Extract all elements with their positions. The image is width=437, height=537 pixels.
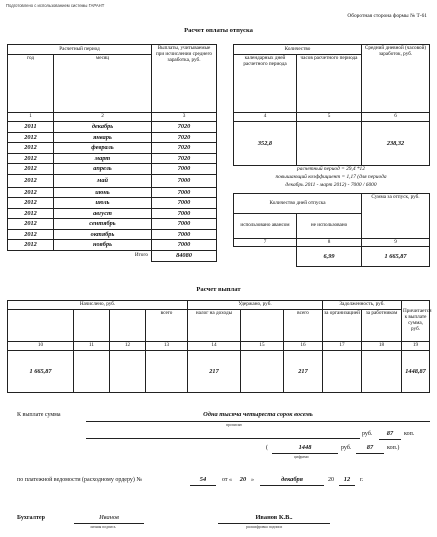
period-month: апрель (54, 164, 152, 175)
due-value: 1448,87 (402, 351, 430, 393)
payout-label: К выплате сумма (17, 412, 61, 418)
period-row (8, 187, 217, 198)
period-month: ноябрь (54, 240, 152, 251)
digits-caption: цифрами (294, 455, 309, 459)
statement-day: 20 (239, 476, 247, 483)
period-year: 2012 (8, 240, 54, 251)
rub2-label: руб. (341, 445, 352, 451)
kop-label: коп. (404, 431, 415, 437)
header-tax: налог на доходы (188, 310, 241, 342)
period-value: 7000 (152, 229, 217, 240)
paren-open: ( (266, 445, 268, 451)
col-num: 5 (297, 113, 362, 122)
header-due: Причитается к выплате сумма, руб. (402, 301, 430, 342)
period-year: 2012 (8, 153, 54, 164)
accrued-value: 1 665,87 (8, 351, 74, 393)
period-year: 2012 (8, 174, 54, 187)
header-unused: не использовано (297, 214, 362, 239)
period-value: 7000 (152, 240, 217, 251)
top-note: Подготовлено с использованием системы ГАРАНТ (6, 3, 105, 8)
header-vacation-sum: Сумма за отпуск, руб. (362, 194, 430, 239)
period-month: октябрь (54, 229, 152, 240)
header-cal-days: календарных дней расчетного периода (234, 55, 297, 113)
header-amount: Количество (234, 45, 362, 55)
header-hours: часов расчетного периода (297, 55, 362, 113)
period-table (7, 44, 217, 262)
section-vacation-title: Расчет оплаты отпуска (184, 27, 253, 34)
kop-value: 87 (386, 430, 394, 437)
decode-caption: расшифровка подписи (246, 525, 283, 529)
period-year: 2012 (8, 187, 54, 198)
period-value: 7020 (152, 153, 217, 164)
header-accrued-total: всего (146, 310, 188, 342)
col-num: 9 (362, 239, 430, 247)
header-accrued: Начислено, руб. (8, 301, 188, 310)
unused-value: 6,99 (297, 247, 362, 267)
total-value: 84080 (152, 250, 217, 261)
header-period: Расчетный период (8, 45, 152, 55)
kop2-label: коп.) (387, 445, 400, 451)
period-row (8, 143, 217, 154)
period-value: 7020 (152, 132, 217, 143)
tax-value: 217 (188, 351, 241, 393)
col-num: 3 (152, 113, 217, 122)
period-row (8, 208, 217, 219)
period-row (8, 198, 217, 209)
period-value: 7000 (152, 164, 217, 175)
calc-note-1: расчетный период = 29,4 *12 (297, 166, 365, 172)
header-emp: за работником (362, 310, 402, 342)
payout-table (7, 300, 430, 393)
period-row (8, 219, 217, 230)
period-year: 2012 (8, 132, 54, 143)
period-row (8, 164, 217, 175)
header-withheld: Удержано, руб. (188, 301, 323, 310)
period-row (8, 229, 217, 240)
period-month: август (54, 208, 152, 219)
vacation-days-table (233, 193, 430, 267)
signature-decode: Иванов К.В.. (255, 514, 293, 521)
digits-value: 1448 (298, 444, 312, 451)
sign-caption: личная подпись (90, 525, 116, 529)
statement-month: декабря (281, 476, 303, 483)
col-num: 11 (74, 342, 110, 351)
col-num: 19 (402, 342, 430, 351)
col-num: 12 (110, 342, 146, 351)
period-year: 2012 (8, 219, 54, 230)
col-num: 7 (234, 239, 297, 247)
period-year: 2011 (8, 122, 54, 133)
col-num: 15 (241, 342, 284, 351)
col-num: 2 (54, 113, 152, 122)
from-label: от « (222, 477, 233, 483)
year-label: г. (360, 477, 364, 483)
header-debt: Задолженность, руб. (323, 301, 402, 310)
period-row (8, 122, 217, 133)
header-month: месяц (54, 55, 152, 113)
header-withheld-total: всего (284, 310, 323, 342)
total-label: Итого (54, 250, 152, 261)
header-year: год (8, 55, 54, 113)
col-num: 6 (362, 113, 430, 122)
cal-days-value: 352,8 (234, 122, 297, 166)
period-value: 7000 (152, 187, 217, 198)
period-value: 7000 (152, 208, 217, 219)
section-payout-title: Расчет выплат (196, 286, 241, 293)
col-num: 14 (188, 342, 241, 351)
period-month: июнь (54, 187, 152, 198)
col-num: 10 (8, 342, 74, 351)
period-value: 7000 (152, 219, 217, 230)
form-reference: Оборотная сторона формы № Т-61 (347, 13, 427, 19)
col-num: 13 (146, 342, 188, 351)
col-num: 1 (8, 113, 54, 122)
rub-label: руб. (362, 431, 373, 437)
period-value: 7020 (152, 122, 217, 133)
period-month: январь (54, 132, 152, 143)
period-value: 7000 (152, 198, 217, 209)
statement-year: 12 (343, 476, 351, 483)
header-avg: Средний дневной (часовой) заработок, руб. (362, 45, 430, 113)
period-month: март (54, 153, 152, 164)
calc-note-3: декабрь 2011 - март 2012) - 7000 / 6000 (285, 182, 377, 188)
avg-value: 238,32 (362, 122, 430, 166)
period-value: 7020 (152, 143, 217, 154)
period-month: февраль (54, 143, 152, 154)
accountant-label: Бухгалтер (17, 515, 45, 521)
period-year: 2012 (8, 198, 54, 209)
header-used: использовано авансом (234, 214, 297, 239)
period-value: 7000 (152, 174, 217, 187)
period-row (8, 240, 217, 251)
header-vacation-days: Количество дней отпуска (234, 194, 362, 214)
calc-note-2: повышающий коэффициент = 1,17 (для периода (275, 174, 387, 180)
amount-table (233, 44, 430, 166)
header-org: за организацией (323, 310, 362, 342)
year-prefix: 20 (328, 477, 334, 483)
period-row (8, 174, 217, 187)
period-month: сентябрь (54, 219, 152, 230)
payout-words: Одна тысяча четыреста сорок восемь (203, 411, 313, 418)
words-caption: прописью (226, 423, 243, 427)
signature-sign: Иванов (99, 514, 119, 521)
header-payments: Выплаты, учитываемые при исчислении среднего заработка, руб. (152, 45, 217, 113)
col-num: 18 (362, 342, 402, 351)
statement-number: 54 (199, 476, 207, 483)
period-month: декабрь (54, 122, 152, 133)
col-num: 4 (234, 113, 297, 122)
col-num: 16 (284, 342, 323, 351)
period-year: 2012 (8, 164, 54, 175)
period-year: 2012 (8, 229, 54, 240)
col-num: 17 (323, 342, 362, 351)
period-month: июль (54, 198, 152, 209)
period-row (8, 132, 217, 143)
col-num: 8 (297, 239, 362, 247)
period-year: 2012 (8, 208, 54, 219)
kop2-value: 87 (366, 444, 374, 451)
vacation-sum-value: 1 665,87 (362, 247, 430, 267)
period-row (8, 153, 217, 164)
period-year: 2012 (8, 143, 54, 154)
withheld-total-value: 217 (284, 351, 323, 393)
statement-label: по платежной ведомости (расходному ордеру) № (17, 477, 143, 483)
period-month: май (54, 174, 152, 187)
close-quote: » (251, 477, 254, 483)
